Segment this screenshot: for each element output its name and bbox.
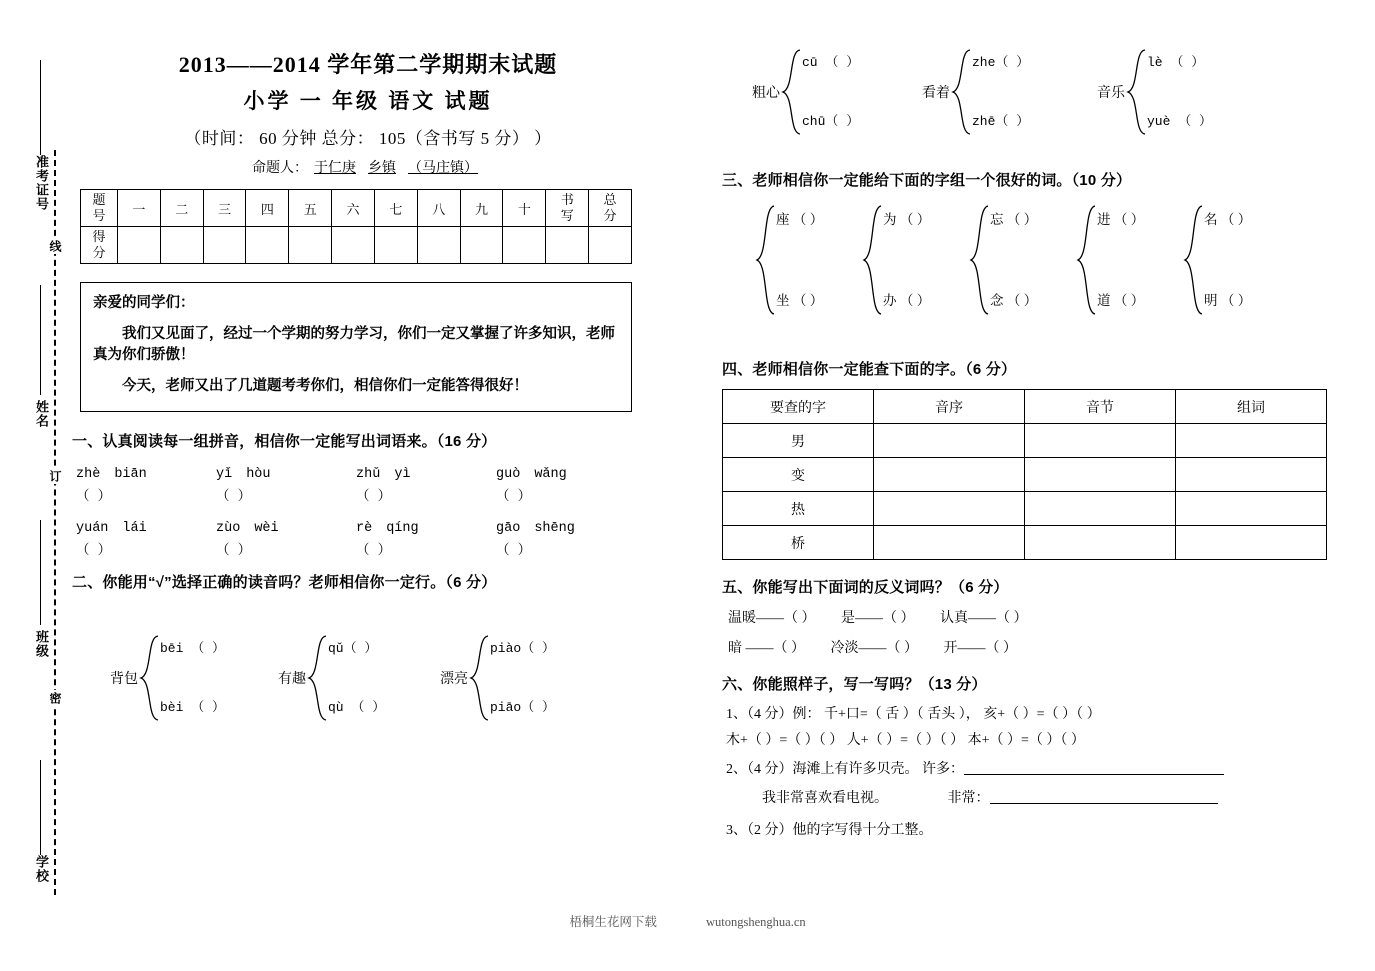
table-row [723,526,1327,560]
answer-blank[interactable]: （ ） [356,544,392,560]
word-build-options [1097,213,1144,308]
score-col-9: 九 [460,190,503,227]
footer-source: 梧桐生花网下载 [569,915,657,929]
pinyin-row [76,521,668,536]
score-col-8: 八 [417,190,460,227]
pinyin-syllable: hòu [246,467,271,483]
binding-label-name: 姓名 [34,400,49,428]
pron-choice-options [490,642,555,714]
pron-option[interactable]: lè （ ） [1147,55,1205,70]
antonym-item[interactable]: 认真——（ ） [940,611,1028,626]
answer-blank[interactable]: （ ） [496,544,532,560]
antonym-item[interactable]: 暗 ——（ ） [728,641,805,656]
page-title-year: 2013——2014 学年第二学期期末试题 [178,52,558,77]
author-label: 命题人： [252,161,308,176]
word-build-options [883,213,930,308]
antonym-item[interactable]: 冷淡——（ ） [830,641,918,656]
question-2-body-continued [722,48,1367,163]
seal-char-line: 线 [48,240,62,252]
score-cell[interactable] [503,227,546,264]
lookup-cell[interactable] [874,492,1025,526]
pinyin-syllable: lái [122,521,147,537]
score-cell[interactable] [332,227,375,264]
footer-watermark [0,912,1375,930]
q6-answer-blank-line[interactable] [990,789,1218,804]
seal-char-bind: 订 [48,470,62,482]
score-cell[interactable] [246,227,289,264]
pinyin-group [216,467,356,482]
word-build-group [1075,204,1144,316]
binding-rule [40,285,41,395]
score-cell[interactable] [118,227,161,264]
word-build-group [754,204,823,316]
pinyin-syllable: wèi [254,521,279,537]
pinyin-syllable: yuán [76,521,109,537]
author-name: 于仁庚 [314,161,356,176]
left-column [68,0,668,971]
pinyin-syllable: yì [394,467,411,483]
score-col-writing: 书 写 [546,190,589,227]
pron-choice-group [440,634,555,722]
word-build-bottom[interactable]: 念 （ ） [990,293,1038,308]
pron-choice-group [752,48,859,136]
greeting-paragraph-1: 我们又见面了，经过一个学期的努力学习，你们一定又掌握了许多知识，老师真为你们骄傲！ [93,326,615,364]
q6-item-1-line-1[interactable]: 1、（4 分）例： 千+口=（ 舌 ）（ 舌头 ）， 亥+（ ）=（ ）（ ） [726,707,1101,722]
brace-icon [754,204,776,316]
answer-blank[interactable]: （ ） [496,490,532,506]
table-row [723,492,1327,526]
pinyin-group [496,467,636,482]
greeting-paragraph-2: 今天，老师又出了几道题考考你们，相信你们一定能答得很好！ [122,378,528,395]
score-cell[interactable] [160,227,203,264]
pron-option[interactable]: zhe（ ） [972,55,1030,70]
question-3-body [722,204,1367,334]
footer-site: wutongshenghua.cn [706,915,806,929]
lookup-cell[interactable] [1176,492,1327,526]
dictionary-lookup-table [722,389,1327,560]
question-1-heading: 一、认真阅读每一组拼音，相信你一定能写出词语来。（16 分） [72,433,497,451]
question-4-heading: 四、老师相信你一定能查下面的字。（6 分） [722,361,1017,378]
lookup-cell[interactable] [1176,458,1327,492]
pinyin-group [76,521,216,536]
answer-blank[interactable]: （ ） [216,490,252,506]
pron-choice-word: 看着 [922,86,950,101]
answer-blank[interactable]: （ ） [76,490,112,506]
q6-answer-blank-line[interactable] [964,760,1224,775]
author-line [68,157,668,177]
score-col-total: 总 分 [589,190,632,227]
binding-label-school: 学校 [34,855,49,883]
pron-option[interactable]: yuè （ ） [1147,114,1213,129]
pinyin-group [216,521,356,536]
score-table [80,189,632,264]
pron-option[interactable]: zhē（ ） [972,114,1030,129]
antonym-row [728,607,1367,627]
author-town-label: 乡镇 [368,161,396,176]
pron-choice-group [278,634,385,722]
pron-choice-word: 漂亮 [440,672,468,688]
word-build-group [968,204,1037,316]
brace-icon [138,634,160,722]
score-cell[interactable] [417,227,460,264]
pinyin-syllable: gāo [496,521,521,537]
column-header-initial: 音序 [874,390,1025,424]
greeting-box [80,282,632,412]
pron-option[interactable]: bèi （ ） [160,700,226,716]
pron-choice-options [160,642,225,714]
pinyin-syllable: biān [114,467,147,483]
score-row-label-points: 得 分 [81,227,118,264]
page-title-subject: 小学 一 年级 语文 试题 [243,89,493,113]
binding-rule [40,520,41,625]
word-build-top[interactable]: 忘 （ ） [990,211,1038,227]
score-col-2: 二 [160,190,203,227]
score-cell[interactable] [460,227,503,264]
right-column [722,0,1367,971]
q6-item-2-sentence: 我非常喜欢看电视。 [762,791,888,806]
brace-icon [950,48,972,136]
pinyin-syllable: zùo [216,521,241,537]
word-build-top[interactable]: 名 （ ） [1204,211,1252,227]
pinyin-syllable: zhè [76,467,101,483]
q6-item-3[interactable]: 3、（2 分）他的字写得十分工整。 [726,823,933,838]
pinyin-syllable: rè [356,521,373,537]
word-build-bottom[interactable]: 坐 （ ） [776,293,824,308]
word-build-options [990,213,1037,308]
score-col-7: 七 [374,190,417,227]
pinyin-syllable: shēng [534,521,575,537]
question-2-heading: 二、你能用“√”选择正确的读音吗？老师相信你一定行。（6 分） [72,574,497,592]
word-build-bottom[interactable]: 办 （ ） [883,293,931,308]
brace-icon [861,204,883,316]
antonym-row [728,637,1367,657]
table-row [723,424,1327,458]
lookup-cell[interactable] [1176,424,1327,458]
table-row [81,190,632,227]
antonym-item[interactable]: 开——（ ） [943,641,1017,656]
lookup-char: 变 [723,458,874,492]
brace-icon [968,204,990,316]
pron-option[interactable]: qù （ ） [328,700,386,716]
column-header-syllable: 音节 [1025,390,1176,424]
lookup-char: 热 [723,492,874,526]
brace-icon [468,634,490,722]
pron-option[interactable]: chū（ ） [802,114,860,129]
lookup-char: 男 [723,424,874,458]
pron-choice-options [1147,56,1212,128]
answer-blank-row [76,538,668,559]
score-cell[interactable] [203,227,246,264]
pron-option[interactable]: bēi （ ） [160,641,226,657]
score-cell[interactable] [289,227,332,264]
pron-option[interactable]: piāo（ ） [490,700,556,716]
score-cell[interactable] [589,227,632,264]
score-cell[interactable] [546,227,589,264]
greeting-salutation: 亲爱的同学们： [93,295,195,311]
score-row-label-question: 题 号 [81,190,118,227]
lookup-cell[interactable] [1025,526,1176,560]
answer-blank[interactable]: （ ） [216,544,252,560]
q6-item-1-line-2[interactable]: 木+（ ）=（ ）（ ） 人+（ ）=（ ）（ ） 本+（ ）=（ ）（ ） [726,733,1085,748]
score-col-6: 六 [332,190,375,227]
lookup-cell[interactable] [874,526,1025,560]
binding-label-exam-number: 准考证号 [34,155,49,211]
author-town: （马庄镇） [408,161,478,176]
column-header-word: 组词 [1176,390,1327,424]
antonym-item[interactable]: 温暖——（ ） [728,611,816,626]
binding-rule [40,60,41,155]
pron-option[interactable]: cū （ ） [802,55,860,70]
lookup-cell[interactable] [1025,458,1176,492]
word-build-options [776,213,823,308]
score-col-3: 三 [203,190,246,227]
word-build-bottom[interactable]: 明 （ ） [1204,293,1252,308]
antonym-item[interactable]: 是——（ ） [841,611,915,626]
score-col-10: 十 [503,190,546,227]
pron-option[interactable]: piào（ ） [490,641,556,657]
question-6-heading: 六、你能照样子，写一写吗？（13 分） [722,676,987,693]
lookup-char: 桥 [723,526,874,560]
lookup-cell[interactable] [1025,424,1176,458]
pinyin-group [76,467,216,482]
word-build-top[interactable]: 座 （ ） [776,211,824,227]
page-title-meta: （时间： 60 分钟 总分： 105（含书写 5 分） ） [184,129,552,148]
pinyin-syllable: zhǔ [356,467,381,483]
pron-choice-word: 粗心 [752,86,780,101]
pinyin-row [76,467,668,482]
score-col-4: 四 [246,190,289,227]
lookup-cell[interactable] [1176,526,1327,560]
pron-choice-word: 音乐 [1097,86,1125,101]
pron-choice-word: 有趣 [278,672,306,688]
pron-choice-group [110,634,225,722]
q6-item-2-line-2 [762,787,1367,807]
question-2-body [68,616,668,746]
pron-choice-options [972,56,1029,128]
score-col-1: 一 [118,190,161,227]
question-1-body [76,467,668,559]
word-build-group [861,204,930,316]
brace-icon [306,634,328,722]
pinyin-syllable: yǐ [216,467,233,483]
pinyin-syllable: guò [496,467,521,483]
lookup-cell[interactable] [1025,492,1176,526]
pinyin-syllable: qíng [386,521,419,537]
word-build-options [1204,213,1251,308]
pinyin-group [496,521,636,536]
word-build-group [1182,204,1251,316]
answer-blank-row [76,484,668,505]
q6-item-2-keyword: 非常： [947,791,990,806]
column-header-char: 要查的字 [723,390,874,424]
q6-item-2-line-1 [726,758,1367,778]
lookup-cell[interactable] [874,458,1025,492]
pron-choice-group [922,48,1029,136]
pron-choice-word: 背包 [110,672,138,688]
brace-icon [1182,204,1204,316]
lookup-cell[interactable] [874,424,1025,458]
pinyin-group [356,521,496,536]
answer-blank[interactable]: （ ） [356,490,392,506]
word-build-top[interactable]: 为 （ ） [883,211,931,227]
brace-icon [1075,204,1097,316]
pron-choice-options [328,642,385,714]
table-header-row [723,390,1327,424]
score-col-5: 五 [289,190,332,227]
score-cell[interactable] [374,227,417,264]
answer-blank[interactable]: （ ） [76,544,112,560]
pron-choice-group [1097,48,1212,136]
seal-char-seal: 密 [48,692,62,704]
binding-rule [40,760,41,855]
question-5-heading: 五、你能写出下面词的反义词吗？（6 分） [722,579,1009,596]
pron-choice-options [802,56,859,128]
word-build-bottom[interactable]: 道 （ ） [1097,293,1145,308]
pron-option[interactable]: qǔ（ ） [328,641,378,657]
binding-label-class: 班级 [34,630,49,658]
pinyin-syllable: wǎng [534,467,567,483]
seal-dashed-line [54,150,56,895]
binding-margin [0,0,68,971]
word-build-top[interactable]: 进 （ ） [1097,211,1145,227]
pinyin-group [356,467,496,482]
brace-icon [1125,48,1147,136]
question-3-heading: 三、老师相信你一定能给下面的字组一个很好的词。（10 分） [722,172,1132,189]
brace-icon [780,48,802,136]
table-row [723,458,1327,492]
table-row [81,227,632,264]
q6-item-2-label: 2、（4 分）海滩上有许多贝壳。 许多： [726,762,964,777]
